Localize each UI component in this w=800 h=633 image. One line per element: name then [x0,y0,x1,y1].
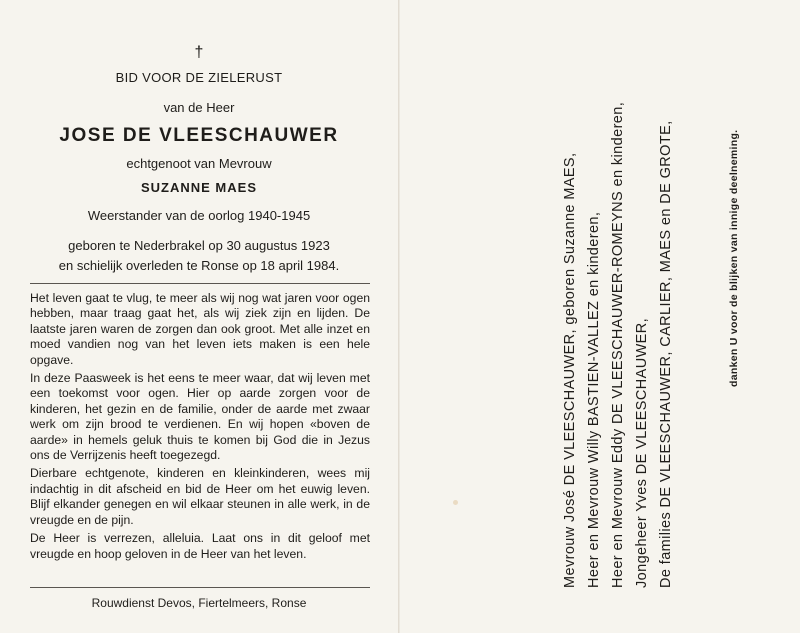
intro-text: van de Heer [163,100,235,115]
right-page [399,0,800,633]
paragraph: De Heer is verrezen, alleluia. Laat ons in dit geloof met vreugde en hoop geloven in de Heer van het leven. [30,531,370,561]
prayer-heading: BID VOOR DE ZIELERUST [115,70,283,85]
family-line: Mevrouw José DE VLEESCHAUWER, geboren Suzanne MAES, [562,152,578,588]
deceased-name: JOSE DE VLEESCHAUWER [59,125,339,146]
paper-stain [453,500,458,505]
family-line: Heer en Mevrouw Willy BASTIEN-VALLEZ en kinderen, [586,211,602,588]
left-page [0,0,399,633]
family-line: Jongeheer Yves DE VLEESCHAUWER, [634,317,650,588]
paragraph: Dierbare echtgenote, kinderen en kleinkinderen, wees mij indachtig in dit afscheid en bid de Heer om het euwig leven. Blijf elkander genegen en wil elkaar steunen in alle werk, in de vreugde en de pijn. [30,466,370,527]
paragraph: Het leven gaat te vlug, te meer als wij nog wat jaren voor ogen hebben, maar traag gaat het, als wij ziek zijn en lijden. De laatste jaren waren de zorgen dan ook groot. Met alle inzet en moed vandien nog van het leven iets maken is een hele opgave. [30,291,370,367]
death-text: en schielijk overleden te Ronse op 18 april 1984. [58,258,340,273]
cross-symbol: † [194,44,204,61]
divider-bottom [30,587,370,588]
funeral-service: Rouwdienst Devos, Fiertelmeers, Ronse [91,596,307,610]
family-line: De families DE VLEESCHAUWER, CARLIER, MAES en DE GROTE, [658,120,674,588]
spouse-intro: echtgenoot van Mevrouw [126,156,272,171]
divider-top [30,283,370,284]
spouse-name: SUZANNE MAES [140,180,257,195]
memorial-text [30,291,370,565]
birth-text: geboren te Nederbrakel op 30 augustus 1923 [68,238,330,253]
paragraph: In deze Paasweek is het eens te meer waar, dat wij leven met een toekomst voor ogen. Hier op aarde zorgen voor de kinderen, het gezin en de familie, onder de aarde met zwaar werk om zijn brood te verdienen. En wij hopen «boven de aarde» in hemels geluk thuis te komen bij God die in Jezus ons de Verrijzenis heeft toegezegd. [30,371,370,463]
resistance-text: Weerstander van de oorlog 1940-1945 [87,208,311,223]
thanks-text: danken U voor de blijken van innige deelneming. [728,129,740,387]
family-line: Heer en Mevrouw Eddy DE VLEESCHAUWER-ROMEYNS en kinderen, [610,101,626,588]
